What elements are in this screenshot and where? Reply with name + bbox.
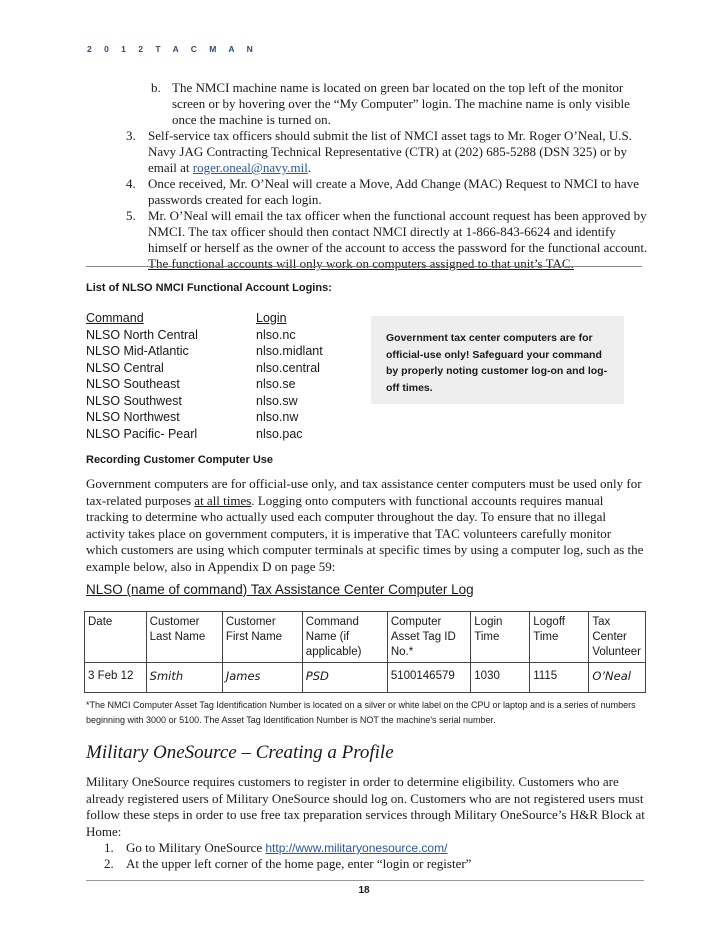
sub-step-b <box>151 80 652 128</box>
login-cell: nlso.sw <box>256 393 298 408</box>
underlined-note: The functional accounts will only work on computers assigned to that unit’s TAC. <box>148 256 574 271</box>
table-row <box>86 409 376 426</box>
table-row <box>86 376 376 393</box>
computer-log-title: NLSO (name of command) Tax Assistance Center Computer Log <box>86 582 474 597</box>
sub-step-marker: b. <box>151 80 161 95</box>
login-cell: nlso.nw <box>256 410 299 424</box>
logoff-time-cell: 1115 <box>530 663 589 693</box>
date-cell: 3 Feb 12 <box>85 663 147 693</box>
running-header: 2 0 1 2 T A C M A N <box>87 44 258 54</box>
nmci-steps-list <box>126 128 656 272</box>
list-item-text: Mr. O’Neal will email the tax officer when the functional account request has been approved by NMCI. The tax officer should then contact NMCI directly at 1-866-843-6624 and identify himself or herself as the owner of the account to access the password for the functional account. <box>148 208 648 255</box>
section-divider <box>86 266 642 267</box>
footer-divider <box>86 880 644 881</box>
login-cell: nlso.central <box>256 360 320 375</box>
column-header: Login Time <box>471 612 530 663</box>
list-item-text: At the upper left corner of the home page, enter “login or register” <box>126 856 472 871</box>
list-marker: 5. <box>126 208 136 223</box>
list-marker: 1. <box>104 840 114 855</box>
section-title: Military OneSource – Creating a Profile <box>86 742 394 763</box>
table-row <box>86 426 376 443</box>
column-header: Tax Center Volunteer <box>589 612 646 663</box>
list-item <box>104 840 634 856</box>
command-name-cell: PSD <box>302 663 387 693</box>
column-header: Command Name (if applicable) <box>302 612 387 663</box>
column-header: Logoff Time <box>530 612 589 663</box>
command-cell: NLSO Pacific- Pearl <box>86 426 198 441</box>
login-column-header: Login <box>256 311 287 325</box>
column-header: Customer Last Name <box>146 612 222 663</box>
login-cell: nlso.midlant <box>256 344 323 358</box>
login-time-cell: 1030 <box>471 663 530 693</box>
list-item-text: Once received, Mr. O’Neal will create a Move, Add Change (MAC) Request to NMCI to have passwords created for each login. <box>148 176 639 207</box>
list-item <box>126 176 656 208</box>
list-item-text: Go to Military OneSource <box>126 840 266 855</box>
column-header: Computer Asset Tag ID No.* <box>387 612 470 663</box>
logins-table <box>86 310 376 442</box>
underlined-emphasis: at all times <box>194 492 252 508</box>
list-marker: 3. <box>126 128 136 143</box>
column-header: Customer First Name <box>222 612 302 663</box>
logins-header-row <box>86 310 376 327</box>
list-item-text: Self-service tax officers should submit the list of NMCI asset tags to Mr. Roger O’Neal, U.S. Navy JAG Contracting Technical Representative (CTR) at (202) 685-5288 (DSN 325) or by email at <box>148 128 632 175</box>
table-row <box>86 360 376 377</box>
asset-tag-cell: 5100146579 <box>387 663 470 693</box>
recording-heading: Recording Customer Computer Use <box>86 454 274 466</box>
last-name-cell: Smith <box>146 663 222 693</box>
list-marker: 4. <box>126 176 136 191</box>
page-number: 18 <box>358 885 370 896</box>
sub-step-text: The NMCI machine name is located on green bar located on the top left of the monitor screen or by hovering over the “My Computer” login. The machine name is only visible once the machine is turned on. <box>172 80 630 127</box>
asset-tag-footnote: *The NMCI Computer Asset Tag Identification Number is located on a silver or white label on the CPU or laptop and is a series of numbers beginning with 3000 or 5100. The Asset Tag Identification Number is NOT the machine’s serial number. <box>86 700 636 725</box>
command-cell: NLSO Central <box>86 360 164 375</box>
computer-log-table <box>84 611 646 693</box>
militaryonesource-link[interactable]: http://www.militaryonesource.com/ <box>265 841 448 855</box>
onesource-paragraph: Military OneSource requires customers to register in order to determine eligibility. Customers who are already registered users of Military OneSource should log on. Customers who are not registered users must follow these steps in order to use free tax preparation services through Military OneSource’s H&R Block at Home: <box>86 774 645 839</box>
list-marker: 2. <box>104 856 114 871</box>
command-column-header: Command <box>86 311 144 325</box>
table-row <box>86 327 376 344</box>
onesource-steps-list <box>104 840 634 872</box>
table-row <box>86 343 376 360</box>
login-cell: nlso.se <box>256 377 296 391</box>
paragraph-text-end: . Logging onto computers with functional accounts requires manual tracking to determine who actually used each computer throughout the day. To ensure that no illegal activity takes place on government computers, it is imperative that TAC volunteers carefully monitor which customers are using which computer terminals at specific times by using a computer log, such as the example below, also in Appendix D on page 59: <box>86 492 644 574</box>
list-item <box>126 208 656 272</box>
paragraph-text: Government computers are for official-use only, and tax assistance center computers must be used only for tax-related purposes <box>86 476 642 508</box>
list-item-text-end: . <box>307 160 312 175</box>
logins-heading: List of NLSO NMCI Functional Account Logins: <box>86 282 332 294</box>
login-cell: nlso.pac <box>256 426 303 441</box>
command-cell: NLSO Southeast <box>86 377 180 391</box>
email-link[interactable]: roger.oneal@navy.mil <box>192 160 308 175</box>
column-header: Date <box>85 612 147 663</box>
official-use-callout: Government tax center computers are for official-use only! Safeguard your command by properly noting customer log-on and log-off times. <box>371 316 624 404</box>
command-cell: NLSO North Central <box>86 327 198 342</box>
table-row <box>85 663 646 693</box>
log-header-row <box>85 612 646 663</box>
login-cell: nlso.nc <box>256 327 296 342</box>
first-name-cell: James <box>222 663 302 693</box>
volunteer-cell: O’Neal <box>589 663 646 693</box>
list-item <box>104 856 634 872</box>
command-cell: NLSO Southwest <box>86 393 182 408</box>
command-cell: NLSO Mid-Atlantic <box>86 344 189 358</box>
table-row <box>86 393 376 410</box>
command-cell: NLSO Northwest <box>86 410 180 424</box>
list-item <box>126 128 656 176</box>
recording-paragraph <box>86 476 646 575</box>
